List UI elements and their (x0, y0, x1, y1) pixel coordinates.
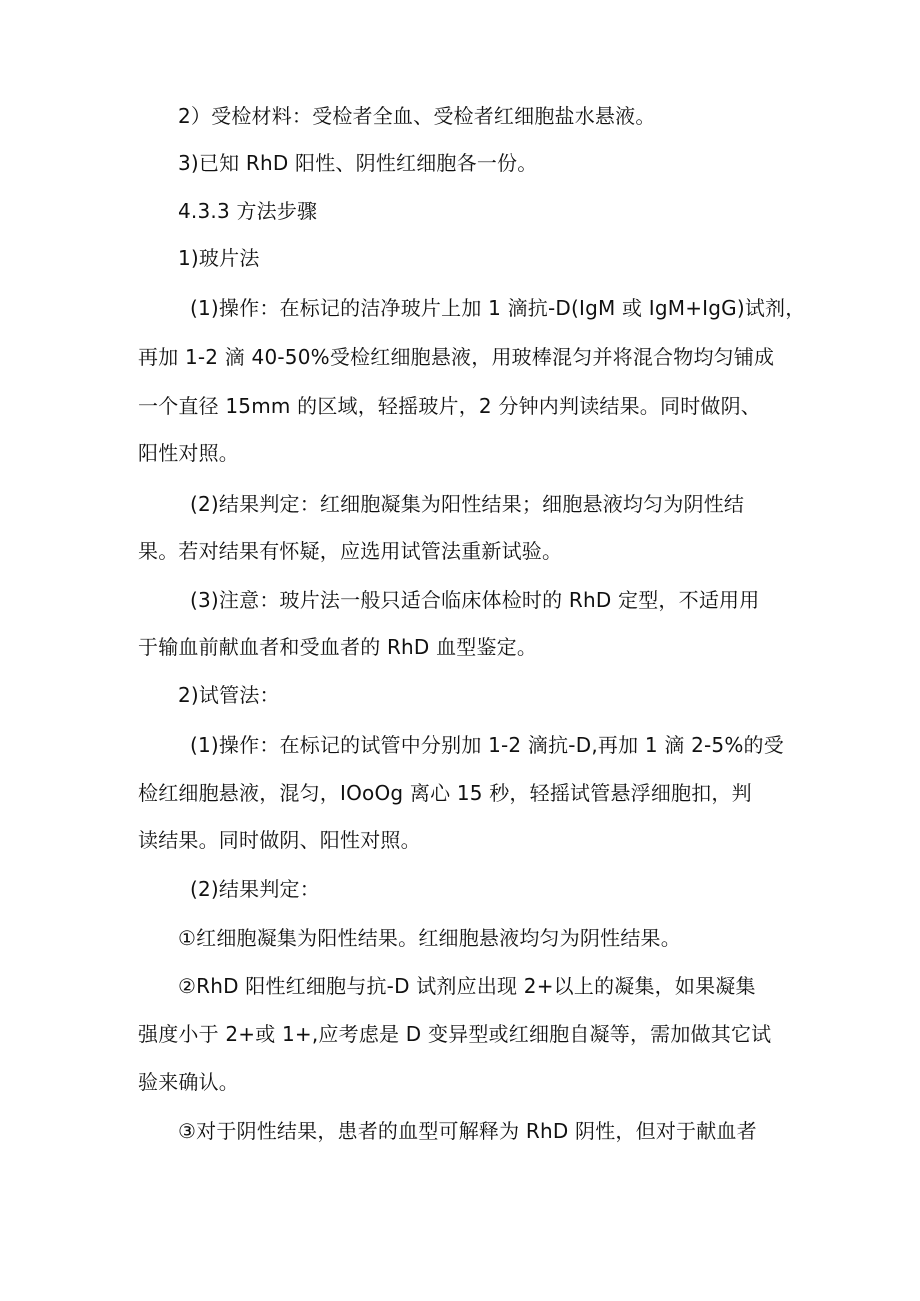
result-item-1: ①红细胞凝集为阳性结果。红细胞悬液均匀为阴性结果。 (178, 926, 681, 950)
slide-result-line-2: 果。若对结果有怀疑，应选用试管法重新试验。 (138, 539, 563, 563)
slide-operation-line-3: 一个直径 15mm 的区域，轻摇玻片，2 分钟内判读结果。同时做阴、 (138, 394, 762, 418)
slide-note-line-2: 于输血前献血者和受血者的 RhD 血型鉴定。 (138, 635, 538, 659)
result-item-2-line-3: 验来确认。 (138, 1070, 239, 1094)
slide-operation-line-2: 再加 1-2 滴 40-50%受检红细胞悬液，用玻棒混匀并将混合物均匀铺成 (138, 345, 775, 369)
tube-operation-line-3: 读结果。同时做阴、阳性对照。 (138, 828, 421, 852)
material-line: 2）受检材料：受检者全血、受检者红细胞盐水悬液。 (178, 104, 656, 128)
tube-method-heading: 2)试管法： (178, 683, 280, 707)
result-item-2-line-1: ②RhD 阳性红细胞与抗-D 试剂应出现 2+以上的凝集，如果凝集 (178, 974, 756, 998)
result-item-2-line-2: 强度小于 2+或 1+,应考虑是 D 变异型或红细胞自凝等，需加做其它试 (138, 1022, 772, 1046)
slide-method-heading: 1)玻片法 (178, 246, 260, 270)
tube-result-heading: (2)结果判定： (190, 877, 320, 901)
tube-operation-line-1: (1)操作：在标记的试管中分别加 1-2 滴抗-D,再加 1 滴 2-5%的受 (190, 733, 784, 757)
slide-result-line-1: (2)结果判定：红细胞凝集为阳性结果；细胞悬液均匀为阴性结 (190, 492, 745, 516)
slide-operation-line-1: (1)操作：在标记的洁净玻片上加 1 滴抗-D(IgM 或 IgM+IgG)试剂， (190, 296, 806, 320)
result-item-3-line-1: ③对于阴性结果，患者的血型可解释为 RhD 阴性，但对于献血者 (178, 1119, 757, 1143)
slide-note-line-1: (3)注意：玻片法一般只适合临床体检时的 RhD 定型，不适用用 (190, 588, 760, 612)
section-heading: 4.3.3 方法步骤 (178, 199, 318, 223)
slide-operation-line-4: 阳性对照。 (138, 441, 239, 465)
tube-operation-line-2: 检红细胞悬液，混匀，IOoOg 离心 15 秒，轻摇试管悬浮细胞扣，判 (138, 781, 752, 805)
control-cells-line: 3)已知 RhD 阳性、阴性红细胞各一份。 (178, 151, 538, 175)
